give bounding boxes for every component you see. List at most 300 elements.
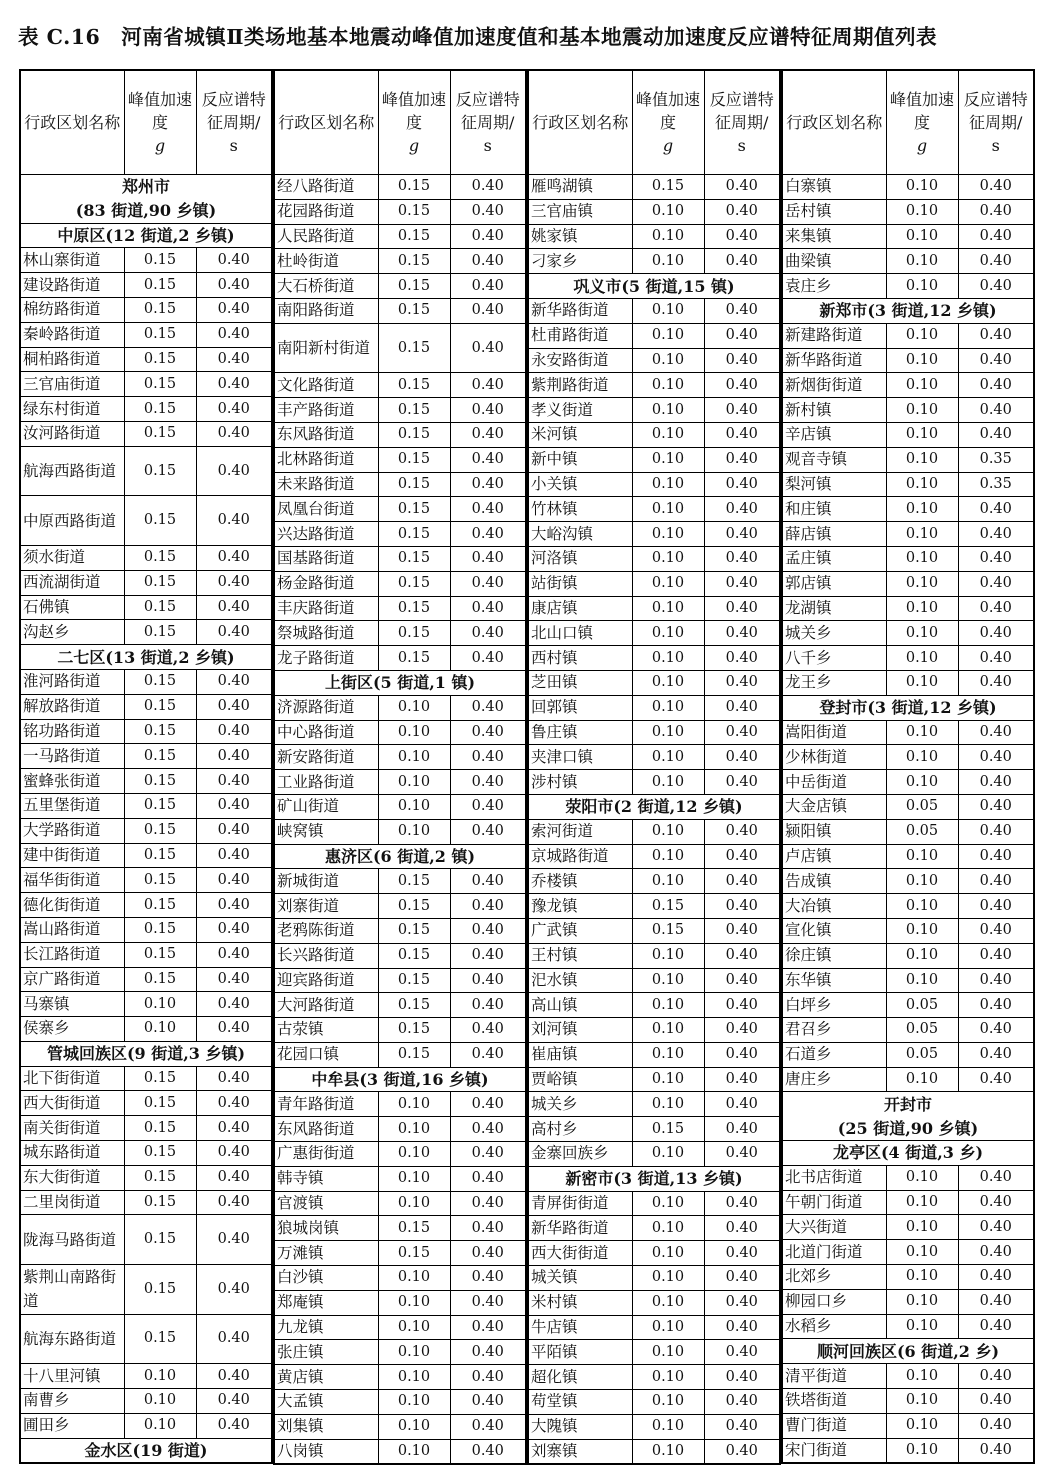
region-name: 宋门街道 [782, 1438, 886, 1463]
table-row [20, 273, 272, 298]
region-name: 观音寺镇 [782, 447, 886, 472]
table-row [20, 1116, 272, 1141]
period-value: 0.40 [450, 894, 526, 919]
period-value: 0.40 [196, 669, 272, 694]
table-row [782, 1438, 1034, 1463]
section-heading: 龙亭区(4 街道,3 乡) [782, 1141, 1034, 1166]
period-value: 0.40 [704, 175, 780, 200]
region-name: 梨河镇 [782, 472, 886, 497]
period-value: 0.40 [704, 869, 780, 894]
section-heading: 顺河回族区(6 街道,2 乡) [782, 1339, 1034, 1364]
pga-value: 0.10 [886, 398, 958, 423]
table-header-row [782, 70, 1034, 175]
pga-value: 0.15 [378, 398, 450, 423]
pga-value: 0.15 [124, 769, 196, 794]
region-name: 新村镇 [782, 398, 886, 423]
region-name: 孝义街道 [528, 398, 632, 423]
pga-value: 0.10 [632, 1067, 704, 1092]
period-value: 0.40 [450, 1266, 526, 1291]
period-value: 0.40 [196, 818, 272, 843]
region-name: 棉纺路街道 [20, 297, 124, 322]
pga-value: 0.15 [378, 323, 450, 373]
region-name: 曹门街道 [782, 1413, 886, 1438]
table-row [782, 720, 1034, 745]
section-heading: 二七区(13 街道,2 乡镇) [20, 645, 272, 670]
table-row [274, 745, 526, 770]
period-value: 0.40 [704, 943, 780, 968]
region-name: 北书店街道 [782, 1165, 886, 1190]
table-row [20, 1141, 272, 1166]
region-name: 花园口镇 [274, 1042, 378, 1067]
table-row [20, 744, 272, 769]
header-period-unit: s [483, 136, 492, 155]
region-name: 米河镇 [528, 422, 632, 447]
period-value: 0.40 [450, 1315, 526, 1340]
pga-value: 0.15 [124, 669, 196, 694]
table-row [274, 398, 526, 423]
region-name: 贾峪镇 [528, 1067, 632, 1092]
table-row [274, 249, 526, 274]
period-value: 0.40 [958, 274, 1034, 299]
table-row [274, 1092, 526, 1117]
table-row [20, 967, 272, 992]
pga-value: 0.10 [632, 497, 704, 522]
table-row [20, 397, 272, 422]
pga-value: 0.15 [378, 1241, 450, 1266]
period-value: 0.40 [450, 497, 526, 522]
table-row [274, 819, 526, 844]
region-name: 大河路街道 [274, 993, 378, 1018]
pga-value: 0.15 [378, 596, 450, 621]
header-name: 行政区划名称 [782, 70, 886, 175]
region-name: 回郭镇 [528, 695, 632, 720]
table-row [20, 1165, 272, 1190]
region-name: 袁庄乡 [782, 274, 886, 299]
region-name: 石佛镇 [20, 595, 124, 620]
region-name: 新建路街道 [782, 323, 886, 348]
period-value: 0.40 [450, 1290, 526, 1315]
period-value: 0.40 [704, 745, 780, 770]
table-row [20, 1413, 272, 1438]
region-name: 站街镇 [528, 571, 632, 596]
table-row [782, 819, 1034, 844]
region-name: 雁鸣湖镇 [528, 175, 632, 200]
table-row [274, 1142, 526, 1167]
pga-value: 0.15 [124, 818, 196, 843]
pga-value: 0.10 [886, 1165, 958, 1190]
region-name: 兴达路街道 [274, 522, 378, 547]
header-period-unit: s [991, 136, 1000, 155]
pga-value: 0.15 [124, 595, 196, 620]
table-row [274, 1365, 526, 1390]
region-name: 广武镇 [528, 918, 632, 943]
period-value: 0.40 [958, 373, 1034, 398]
pga-value: 0.15 [632, 175, 704, 200]
table-row [528, 298, 780, 323]
region-name: 马寨镇 [20, 992, 124, 1017]
region-name: 城关乡 [528, 1092, 632, 1117]
table-row [782, 943, 1034, 968]
section-row [274, 844, 526, 869]
period-value: 0.40 [704, 596, 780, 621]
pga-value: 0.10 [632, 670, 704, 695]
table-row [782, 323, 1034, 348]
pga-value: 0.15 [124, 1141, 196, 1166]
period-value: 0.40 [958, 844, 1034, 869]
pga-value: 0.10 [632, 1042, 704, 1067]
region-name: 南阳新村街道 [274, 323, 378, 373]
table-row [20, 421, 272, 446]
region-name: 刘寨镇 [528, 1439, 632, 1464]
pga-value: 0.10 [632, 1266, 704, 1291]
region-name: 人民路街道 [274, 224, 378, 249]
period-value: 0.40 [196, 273, 272, 298]
table-row [274, 695, 526, 720]
pga-value: 0.10 [632, 1439, 704, 1464]
pga-value: 0.10 [886, 844, 958, 869]
period-value: 0.40 [196, 1364, 272, 1389]
table-row [20, 793, 272, 818]
period-value: 0.40 [196, 372, 272, 397]
region-name: 二里岗街道 [20, 1190, 124, 1215]
region-name: 广惠街街道 [274, 1142, 378, 1167]
period-value: 0.40 [958, 546, 1034, 571]
header-period [196, 70, 272, 175]
period-value: 0.40 [450, 546, 526, 571]
pga-value: 0.10 [632, 249, 704, 274]
pga-value: 0.15 [124, 620, 196, 645]
period-value: 0.40 [958, 621, 1034, 646]
table-row [274, 1315, 526, 1340]
table-row [274, 596, 526, 621]
section-row [782, 1339, 1034, 1364]
pga-value: 0.15 [124, 917, 196, 942]
period-value: 0.40 [450, 1340, 526, 1365]
pga-value: 0.15 [124, 843, 196, 868]
period-value: 0.40 [450, 1216, 526, 1241]
table-row [274, 199, 526, 224]
table-row [274, 175, 526, 200]
period-value: 0.40 [958, 894, 1034, 919]
region-name: 君召乡 [782, 1018, 886, 1043]
pga-value: 0.10 [632, 373, 704, 398]
period-value: 0.40 [704, 968, 780, 993]
table-row [20, 297, 272, 322]
pga-value: 0.15 [124, 1116, 196, 1141]
period-value: 0.40 [450, 968, 526, 993]
pga-value: 0.10 [886, 745, 958, 770]
header-pga-label: 峰值加速度 [635, 90, 700, 132]
section-heading: 登封市(3 街道,12 乡镇) [782, 695, 1034, 720]
table-row [782, 373, 1034, 398]
table-row [528, 1439, 780, 1464]
pga-value: 0.15 [632, 894, 704, 919]
period-value: 0.40 [704, 199, 780, 224]
region-name: 祭城路街道 [274, 621, 378, 646]
period-value: 0.40 [704, 398, 780, 423]
pga-value: 0.10 [886, 224, 958, 249]
pga-value: 0.10 [886, 546, 958, 571]
period-value: 0.40 [196, 694, 272, 719]
period-value: 0.40 [958, 1042, 1034, 1067]
pga-value: 0.10 [886, 323, 958, 348]
pga-value: 0.10 [886, 646, 958, 671]
period-value: 0.40 [196, 917, 272, 942]
period-value: 0.40 [450, 1166, 526, 1191]
table-row [20, 347, 272, 372]
pga-value: 0.10 [632, 819, 704, 844]
table-row [20, 496, 272, 546]
pga-value: 0.10 [378, 745, 450, 770]
region-name: 大金店镇 [782, 794, 886, 819]
period-value: 0.40 [958, 571, 1034, 596]
period-value: 0.40 [958, 596, 1034, 621]
pga-value: 0.15 [378, 447, 450, 472]
region-name: 和庄镇 [782, 497, 886, 522]
pga-value: 0.15 [124, 421, 196, 446]
section-row [274, 670, 526, 695]
table-row [274, 323, 526, 373]
header-pga [124, 70, 196, 175]
region-name: 解放路街道 [20, 694, 124, 719]
table-row [20, 620, 272, 645]
region-name: 杨金路街道 [274, 571, 378, 596]
header-period [958, 70, 1034, 175]
region-name: 南关街街道 [20, 1116, 124, 1141]
period-value: 0.40 [704, 447, 780, 472]
region-name: 西村镇 [528, 646, 632, 671]
period-value: 0.40 [704, 224, 780, 249]
region-name: 夹津口镇 [528, 745, 632, 770]
region-name: 东大街街道 [20, 1165, 124, 1190]
section-row [20, 1041, 272, 1066]
pga-value: 0.10 [632, 546, 704, 571]
region-name: 新华路街道 [528, 1216, 632, 1241]
pga-value: 0.15 [124, 893, 196, 918]
region-name: 长兴路街道 [274, 943, 378, 968]
pga-value: 0.10 [632, 943, 704, 968]
period-value: 0.40 [958, 348, 1034, 373]
region-name: 一马路街道 [20, 744, 124, 769]
period-value: 0.40 [704, 1018, 780, 1043]
region-name: 西大街街道 [20, 1091, 124, 1116]
section-heading: 惠济区(6 街道,2 镇) [274, 844, 526, 869]
header-pga-unit: g [916, 136, 928, 155]
period-value: 0.40 [450, 720, 526, 745]
period-value: 0.40 [958, 497, 1034, 522]
region-name: 陇海马路街道 [20, 1215, 124, 1265]
pga-value: 0.15 [124, 1165, 196, 1190]
pga-value: 0.15 [124, 793, 196, 818]
header-period-unit: s [737, 136, 746, 155]
pga-value: 0.10 [632, 1390, 704, 1415]
table-row [20, 843, 272, 868]
table-row [782, 918, 1034, 943]
pga-value: 0.10 [632, 1365, 704, 1390]
pga-value: 0.15 [124, 1314, 196, 1364]
header-pga-label: 峰值加速度 [127, 90, 192, 132]
table-row [274, 1166, 526, 1191]
table-row [782, 869, 1034, 894]
table-row [528, 1216, 780, 1241]
table-header-row [20, 70, 272, 175]
pga-value: 0.10 [886, 1389, 958, 1414]
region-name: 大冶镇 [782, 894, 886, 919]
period-value: 0.40 [958, 1438, 1034, 1463]
period-value: 0.40 [958, 918, 1034, 943]
region-name: 建中街街道 [20, 843, 124, 868]
period-value: 0.40 [704, 646, 780, 671]
pga-value: 0.10 [632, 472, 704, 497]
table-segment-4 [781, 69, 1035, 1464]
table-row [274, 1290, 526, 1315]
pga-value: 0.10 [886, 1289, 958, 1314]
region-name: 白沙镇 [274, 1266, 378, 1291]
section-row [20, 645, 272, 670]
pga-value: 0.10 [632, 1191, 704, 1216]
table-row [528, 1142, 780, 1167]
table-row [20, 1364, 272, 1389]
pga-value: 0.10 [378, 1340, 450, 1365]
city-subheading: (25 街道,90 乡镇) [782, 1116, 1034, 1140]
period-value: 0.40 [958, 1389, 1034, 1414]
table-row [782, 1190, 1034, 1215]
table-row [274, 571, 526, 596]
region-name: 石道乡 [782, 1042, 886, 1067]
pga-value: 0.10 [632, 596, 704, 621]
region-name: 郭店镇 [782, 571, 886, 596]
table-row [528, 1365, 780, 1390]
period-value: 0.40 [450, 249, 526, 274]
header-pga [632, 70, 704, 175]
header-period-label: 反应谱特征周期/ [963, 90, 1028, 132]
section-row [782, 298, 1034, 323]
pga-value: 0.10 [632, 770, 704, 795]
period-value: 0.40 [196, 793, 272, 818]
region-name: 西流湖街道 [20, 570, 124, 595]
period-value: 0.40 [196, 446, 272, 496]
table-row [274, 298, 526, 323]
table-row [528, 943, 780, 968]
pga-value: 0.15 [378, 224, 450, 249]
pga-value: 0.10 [886, 373, 958, 398]
table-row [20, 1314, 272, 1364]
region-name: 汜水镇 [528, 968, 632, 993]
period-value: 0.40 [958, 522, 1034, 547]
period-value: 0.40 [704, 1340, 780, 1365]
table-row [528, 422, 780, 447]
pga-value: 0.15 [378, 621, 450, 646]
region-name: 青年路街道 [274, 1092, 378, 1117]
pga-value: 0.10 [378, 1117, 450, 1142]
period-value: 0.40 [704, 770, 780, 795]
period-value: 0.40 [704, 497, 780, 522]
period-value: 0.40 [196, 843, 272, 868]
section-row [782, 1141, 1034, 1166]
period-value: 0.40 [958, 1240, 1034, 1265]
table-row [274, 770, 526, 795]
pga-value: 0.10 [886, 249, 958, 274]
period-value: 0.40 [450, 918, 526, 943]
table-header-row [528, 70, 780, 175]
pga-value: 0.10 [886, 1240, 958, 1265]
table-row [20, 248, 272, 273]
region-name: 八千乡 [782, 646, 886, 671]
region-name: 唐庄乡 [782, 1067, 886, 1092]
pga-value: 0.10 [886, 522, 958, 547]
region-name: 东华镇 [782, 968, 886, 993]
pga-value: 0.10 [378, 1266, 450, 1291]
pga-value: 0.15 [124, 446, 196, 496]
period-value: 0.40 [450, 175, 526, 200]
region-name: 郑庵镇 [274, 1290, 378, 1315]
pga-value: 0.10 [378, 794, 450, 819]
region-name: 刘河镇 [528, 1018, 632, 1043]
region-name: 北郊乡 [782, 1265, 886, 1290]
pga-value: 0.10 [632, 348, 704, 373]
table-row [274, 720, 526, 745]
region-name: 古荥镇 [274, 1018, 378, 1043]
region-name: 沟赵乡 [20, 620, 124, 645]
region-name: 紫荆路街道 [528, 373, 632, 398]
table-row [782, 993, 1034, 1018]
period-value: 0.35 [958, 472, 1034, 497]
region-name: 圃田乡 [20, 1413, 124, 1438]
table-row [274, 546, 526, 571]
region-name: 新安路街道 [274, 745, 378, 770]
region-name: 大峪沟镇 [528, 522, 632, 547]
region-name: 汝河路街道 [20, 421, 124, 446]
section-row [528, 274, 780, 299]
pga-value: 0.15 [124, 397, 196, 422]
period-value: 0.40 [450, 1191, 526, 1216]
pga-value: 0.15 [632, 1117, 704, 1142]
table-row [274, 621, 526, 646]
table-row [782, 175, 1034, 200]
pga-value: 0.10 [886, 1413, 958, 1438]
region-name: 宣化镇 [782, 918, 886, 943]
period-value: 0.40 [196, 1190, 272, 1215]
pga-value: 0.10 [378, 1365, 450, 1390]
pga-value: 0.10 [886, 571, 958, 596]
table-area [19, 69, 1033, 1469]
section-heading: 金水区(19 街道) [20, 1438, 272, 1463]
pga-value: 0.10 [886, 447, 958, 472]
period-value: 0.40 [450, 1042, 526, 1067]
pga-value: 0.10 [632, 422, 704, 447]
region-name: 长江路街道 [20, 942, 124, 967]
region-name: 中岳街道 [782, 770, 886, 795]
region-name: 北道门街道 [782, 1240, 886, 1265]
pga-value: 0.10 [378, 1166, 450, 1191]
table-row [20, 1215, 272, 1265]
pga-value: 0.10 [378, 770, 450, 795]
pga-value: 0.10 [632, 447, 704, 472]
table-row [274, 422, 526, 447]
table-row [528, 1390, 780, 1415]
table-row [528, 869, 780, 894]
section-heading: 巩义市(5 街道,15 镇) [528, 274, 780, 299]
table-row [782, 348, 1034, 373]
pga-value: 0.15 [124, 1190, 196, 1215]
table-row [528, 199, 780, 224]
period-value: 0.40 [450, 993, 526, 1018]
header-name: 行政区划名称 [274, 70, 378, 175]
pga-value: 0.05 [886, 794, 958, 819]
region-name: 永安路街道 [528, 348, 632, 373]
pga-value: 0.10 [378, 1092, 450, 1117]
region-name: 三官庙街道 [20, 372, 124, 397]
